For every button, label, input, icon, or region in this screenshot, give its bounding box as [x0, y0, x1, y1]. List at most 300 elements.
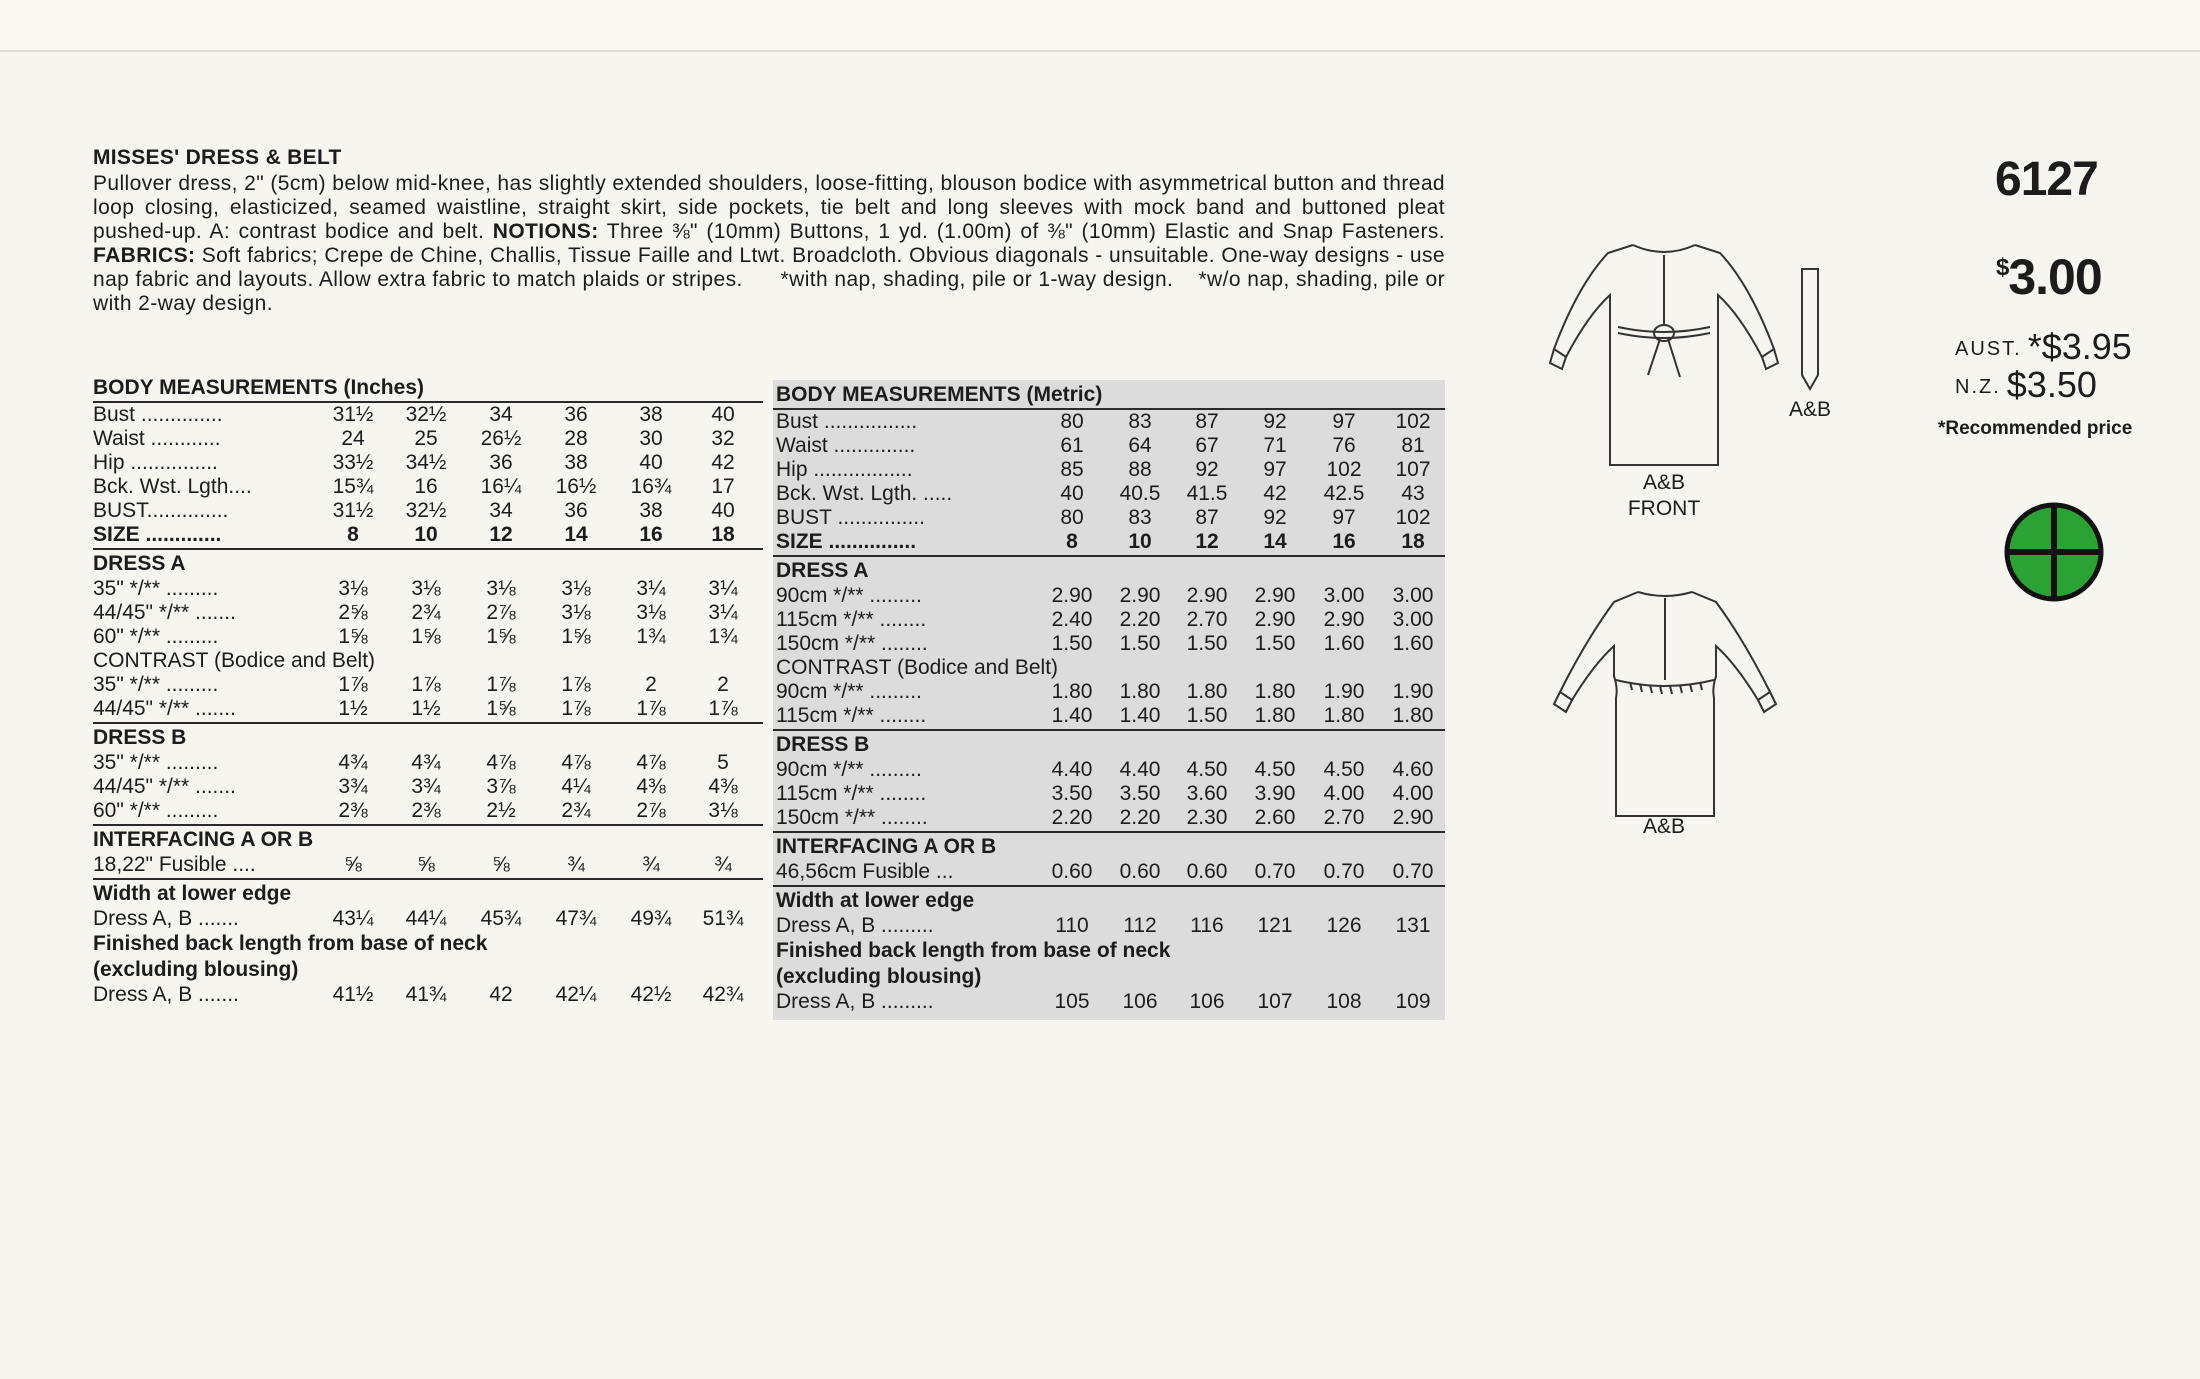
row-value: 43¼	[332, 907, 374, 930]
row-value: 107	[1395, 458, 1431, 481]
row-value: 1½	[411, 697, 441, 720]
table-row	[93, 403, 763, 427]
row-value: 4.60	[1392, 758, 1434, 781]
dress-front-illustration	[1548, 225, 1780, 475]
back-caption: A&B	[1642, 815, 1686, 838]
imperial-measurements-table	[93, 373, 763, 1007]
table-row	[93, 907, 763, 931]
row-value: 1⅞	[636, 697, 666, 720]
row-value: 92	[1195, 458, 1219, 481]
table-row	[773, 434, 1445, 458]
row-value: 1.80	[1254, 680, 1296, 703]
row-value: 1⅝	[486, 625, 516, 648]
row-value: 45¾	[480, 907, 522, 930]
row-value: 2.90	[1186, 584, 1228, 607]
row-value: 40	[711, 499, 735, 522]
row-label: Waist ..............	[776, 434, 916, 457]
row-value: 5	[717, 751, 729, 774]
row-label: 150cm */** ........	[776, 806, 928, 829]
row-value: 2.20	[1051, 806, 1093, 829]
table-header: BODY MEASUREMENTS (Metric)	[773, 380, 1445, 410]
row-value: 32½	[405, 403, 447, 426]
row-value: 41½	[332, 983, 374, 1006]
row-value: 3¼	[708, 577, 738, 600]
row-value: 3.50	[1051, 782, 1093, 805]
row-value: 4.00	[1392, 782, 1434, 805]
row-value: 3.90	[1254, 782, 1296, 805]
envelope-top-flap	[0, 0, 2200, 50]
row-value: 1.90	[1323, 680, 1365, 703]
table-row	[773, 914, 1445, 938]
row-value: 44¼	[405, 907, 447, 930]
row-label: Hip .................	[776, 458, 913, 481]
row-value: 1⅞	[561, 697, 591, 720]
row-label: Dress A, B .........	[776, 914, 934, 937]
row-value: 4¼	[561, 775, 591, 798]
row-value: 16¼	[480, 475, 522, 498]
aust-label: AUST.	[1955, 337, 2022, 360]
row-value: 51¾	[702, 907, 744, 930]
description-text: Pullover dress, 2" (5cm) below mid-knee, has slightly extended shoulders, loose-fitting, blouson bodice with asymmetrical button and thread loop closing, elasticized, seamed waistline, straight skirt, side pockets, tie belt and long sleeves with mock band and buttoned pleat pushed-up. A: contrast bodice and belt.	[93, 172, 1445, 243]
row-value: 34½	[405, 451, 447, 474]
front-caption-ab: A&B	[1642, 471, 1686, 494]
row-value: 1.80	[1051, 680, 1093, 703]
row-value: 121	[1257, 914, 1293, 937]
price-value: 3.00	[2008, 249, 2102, 305]
row-value: 32	[711, 427, 735, 450]
row-value: 105	[1054, 990, 1090, 1013]
row-value: 106	[1189, 990, 1225, 1013]
row-label: Hip ...............	[93, 451, 218, 474]
table-row	[773, 482, 1445, 506]
table-row	[773, 758, 1445, 782]
row-value: 3⅛	[338, 577, 368, 600]
row-value: 2.70	[1186, 608, 1228, 631]
nz-price-line	[1955, 364, 2097, 406]
row-value: 1.40	[1119, 704, 1161, 727]
row-value: ¾	[642, 853, 660, 876]
row-value: 4.40	[1051, 758, 1093, 781]
row-value: 12	[1195, 530, 1219, 553]
dress-a-title: DRESS A	[93, 552, 186, 575]
row-label: 60" */** .........	[93, 625, 219, 648]
table-row	[93, 673, 763, 697]
row-value: 40	[639, 451, 663, 474]
row-value: 42¾	[702, 983, 744, 1006]
row-value: 2⅜	[411, 799, 441, 822]
row-value: 3⅛	[636, 601, 666, 624]
row-value: 1.80	[1186, 680, 1228, 703]
fabrics-text: Soft fabrics; Crepe de Chine, Challis, Tissue Faille and Ltwt. Broadcloth. Obvious diagonals - unsuitable. One-way designs - use nap fabric and layouts. Allow extra fabric to match plaids or stripes.	[93, 244, 1445, 291]
table-row	[773, 990, 1445, 1014]
row-value: 12	[489, 523, 513, 546]
row-value: 18	[1401, 530, 1425, 553]
row-label: Dress A, B .......	[93, 983, 239, 1006]
row-value: 43	[1401, 482, 1425, 505]
row-value: 2½	[486, 799, 516, 822]
row-value: 34	[489, 499, 513, 522]
row-value: 3.00	[1392, 584, 1434, 607]
row-label: 46,56cm Fusible ...	[776, 860, 954, 883]
row-value: 8	[347, 523, 359, 546]
row-value: 42	[1263, 482, 1287, 505]
row-value: 2.90	[1254, 584, 1296, 607]
row-value: 3⅛	[561, 577, 591, 600]
width-title: Width at lower edge	[93, 882, 292, 905]
dress-back-illustration	[1550, 580, 1780, 820]
finished-length-title: Finished back length from base of neck	[93, 932, 488, 955]
row-value: 1⅞	[561, 673, 591, 696]
row-value: 30	[639, 427, 663, 450]
price	[1996, 248, 2102, 306]
table-row	[93, 451, 763, 475]
row-value: 18	[711, 523, 735, 546]
row-label: Dress A, B .......	[93, 907, 239, 930]
row-value: 3.50	[1119, 782, 1161, 805]
row-value: 1.50	[1186, 632, 1228, 655]
row-value: 110	[1055, 914, 1089, 937]
row-value: 38	[564, 451, 588, 474]
row-value: 2	[717, 673, 729, 696]
row-value: 3⅛	[411, 577, 441, 600]
row-label: SIZE ...............	[776, 530, 917, 553]
table-row	[773, 458, 1445, 482]
row-label: BUST ...............	[776, 506, 925, 529]
row-value: 1⅞	[411, 673, 441, 696]
row-value: 2.70	[1323, 806, 1365, 829]
row-label: Dress A, B .........	[776, 990, 934, 1013]
row-value: 1¾	[708, 625, 738, 648]
row-value: 2	[645, 673, 657, 696]
row-value: 40.5	[1119, 482, 1161, 505]
row-label: 115cm */** ........	[776, 782, 927, 805]
pattern-title: MISSES' DRESS & BELT	[93, 146, 342, 169]
row-value: 2¾	[411, 601, 441, 624]
row-value: 0.70	[1254, 860, 1296, 883]
contrast-title: CONTRAST (Bodice and Belt)	[93, 649, 376, 672]
row-value: 4⅞	[486, 751, 516, 774]
row-label: Bck. Wst. Lgth....	[93, 475, 252, 498]
row-value: 116	[1190, 914, 1224, 937]
row-value: 3¼	[636, 577, 666, 600]
table-row	[93, 427, 763, 451]
pattern-description	[93, 172, 1445, 316]
row-value: 15¾	[332, 475, 374, 498]
row-value: 3⅞	[486, 775, 516, 798]
row-value: 31½	[332, 403, 374, 426]
row-label: 35" */** .........	[93, 673, 219, 696]
row-value: 1⅞	[338, 673, 368, 696]
row-value: 38	[639, 403, 663, 426]
row-value: 33½	[332, 451, 374, 474]
recommended-note: *Recommended price	[1938, 418, 2133, 439]
row-value: 3.00	[1323, 584, 1365, 607]
row-value: 83	[1128, 506, 1152, 529]
row-value: 2.90	[1323, 608, 1365, 631]
row-value: 1.50	[1119, 632, 1161, 655]
row-value: ⅝	[492, 853, 510, 876]
row-value: 0.60	[1051, 860, 1093, 883]
row-value: 1.90	[1392, 680, 1434, 703]
metric-measurements-table	[773, 380, 1445, 1020]
row-value: 71	[1263, 434, 1287, 457]
row-value: 1.80	[1119, 680, 1161, 703]
row-value: 10	[414, 523, 438, 546]
row-value: 2⅞	[636, 799, 666, 822]
row-value: 1½	[338, 697, 368, 720]
row-value: 76	[1332, 434, 1356, 457]
row-value: 2.90	[1051, 584, 1093, 607]
envelope-fold-line	[0, 50, 2200, 52]
row-value: 4.50	[1186, 758, 1228, 781]
notions-text: Three ⅜" (10mm) Buttons, 1 yd. (1.00m) of ⅜" (10mm) Elastic and Snap Fasteners.	[606, 220, 1445, 243]
row-label: Bust ................	[776, 410, 918, 433]
no-nap-note: *w/o nap, shading, pile or with 2-way design.	[93, 268, 1445, 315]
row-value: 2.90	[1254, 608, 1296, 631]
row-label: 115cm */** ........	[776, 608, 927, 631]
row-label: 115cm */** ........	[776, 704, 927, 727]
row-value: 28	[564, 427, 588, 450]
table-row	[93, 799, 763, 823]
row-value: 16¾	[630, 475, 672, 498]
row-value: 32½	[405, 499, 447, 522]
row-value: 2⅜	[338, 799, 368, 822]
dress-b-title: DRESS B	[93, 726, 187, 749]
row-value: 85	[1060, 458, 1084, 481]
row-value: 36	[489, 451, 513, 474]
table-row	[773, 608, 1445, 632]
row-value: 2⅞	[486, 601, 516, 624]
row-value: ⅝	[344, 853, 362, 876]
row-value: 41¾	[405, 983, 447, 1006]
table-row	[773, 410, 1445, 434]
row-value: 1⅝	[486, 697, 516, 720]
table-row	[773, 584, 1445, 608]
row-value: 42.5	[1323, 482, 1365, 505]
row-label: 44/45" */** .......	[93, 697, 236, 720]
row-value: 2.40	[1051, 608, 1093, 631]
row-value: 47¾	[555, 907, 597, 930]
row-value: ⅝	[417, 853, 435, 876]
dress-b-title: DRESS B	[776, 733, 870, 756]
finished-length-subtitle: (excluding blousing)	[93, 958, 299, 981]
row-value: 2.90	[1392, 806, 1434, 829]
row-label: 90cm */** .........	[776, 680, 922, 703]
table-row	[93, 775, 763, 799]
table-row	[93, 475, 763, 499]
row-value: 1.80	[1323, 704, 1365, 727]
row-value: 2.90	[1119, 584, 1161, 607]
row-value: 61	[1060, 434, 1084, 457]
row-value: 49¾	[630, 907, 672, 930]
row-value: 3⅛	[708, 799, 738, 822]
row-value: 31½	[332, 499, 374, 522]
table-row	[93, 697, 763, 721]
row-value: 41.5	[1186, 482, 1228, 505]
table-header: BODY MEASUREMENTS (Inches)	[93, 373, 763, 403]
row-value: 97	[1332, 410, 1356, 433]
row-value: 2.20	[1119, 806, 1161, 829]
row-value: 2.60	[1254, 806, 1296, 829]
row-value: 67	[1195, 434, 1219, 457]
row-value: 26½	[480, 427, 522, 450]
row-value: 14	[1263, 530, 1287, 553]
row-value: ¾	[567, 853, 585, 876]
row-value: 16½	[555, 475, 597, 498]
dress-a-title: DRESS A	[776, 559, 869, 582]
table-row	[93, 625, 763, 649]
row-value: 42	[489, 983, 513, 1006]
table-row	[93, 523, 763, 547]
aust-price-line	[1955, 326, 2132, 368]
row-value: 36	[564, 403, 588, 426]
table-row	[93, 751, 763, 775]
row-value: 3¾	[338, 775, 368, 798]
table-row	[773, 704, 1445, 728]
row-value: 3⅛	[561, 601, 591, 624]
row-value: 16	[639, 523, 663, 546]
row-value: 1.50	[1186, 704, 1228, 727]
row-value: 0.70	[1323, 860, 1365, 883]
row-value: 36	[564, 499, 588, 522]
row-value: 97	[1263, 458, 1287, 481]
row-label: BUST..............	[93, 499, 229, 522]
table-row	[773, 632, 1445, 656]
row-value: 131	[1395, 914, 1431, 937]
row-value: 0.70	[1392, 860, 1434, 883]
row-value: 42½	[630, 983, 672, 1006]
row-value: 1⅝	[411, 625, 441, 648]
row-value: 126	[1326, 914, 1362, 937]
row-value: 3¼	[708, 601, 738, 624]
row-value: 102	[1395, 410, 1431, 433]
row-label: SIZE .............	[93, 523, 222, 546]
row-value: 81	[1401, 434, 1425, 457]
row-value: 106	[1122, 990, 1158, 1013]
row-label: 44/45" */** .......	[93, 601, 236, 624]
row-label: 90cm */** .........	[776, 758, 922, 781]
row-value: 4¾	[338, 751, 368, 774]
nz-label: N.Z.	[1955, 375, 2001, 398]
row-value: 2⅝	[338, 601, 368, 624]
row-value: 8	[1066, 530, 1078, 553]
row-value: 87	[1195, 410, 1219, 433]
row-label: 18,22" Fusible ....	[93, 853, 256, 876]
row-value: 1.40	[1051, 704, 1093, 727]
finished-length-subtitle: (excluding blousing)	[776, 965, 982, 988]
row-value: ¾	[714, 853, 732, 876]
row-value: 4.50	[1323, 758, 1365, 781]
price-symbol: $	[1996, 254, 2009, 281]
fabrics-label: FABRICS:	[93, 244, 196, 267]
table-row	[93, 499, 763, 523]
row-value: 1⅝	[561, 625, 591, 648]
table-row	[773, 680, 1445, 704]
row-label: Bck. Wst. Lgth. .....	[776, 482, 953, 505]
row-value: 80	[1060, 506, 1084, 529]
table-row	[773, 806, 1445, 830]
row-value: 40	[711, 403, 735, 426]
row-value: 4⅜	[636, 775, 666, 798]
row-value: 3⅛	[486, 577, 516, 600]
row-value: 14	[564, 523, 588, 546]
belt-illustration	[1790, 265, 1830, 395]
row-value: 16	[414, 475, 438, 498]
row-value: 42	[711, 451, 735, 474]
table-row	[773, 782, 1445, 806]
row-value: 24	[341, 427, 365, 450]
row-value: 17	[711, 475, 735, 498]
row-value: 92	[1263, 506, 1287, 529]
finished-length-title: Finished back length from base of neck	[776, 939, 1171, 962]
row-value: 109	[1395, 990, 1431, 1013]
contrast-title: CONTRAST (Bodice and Belt)	[776, 656, 1059, 679]
row-value: 4⅞	[636, 751, 666, 774]
row-value: 4.40	[1119, 758, 1161, 781]
row-value: 10	[1128, 530, 1152, 553]
nz-price: $3.50	[2006, 364, 2097, 405]
row-value: 3¾	[411, 775, 441, 798]
pattern-number: 6127	[1995, 153, 2098, 206]
row-value: 1¾	[636, 625, 666, 648]
row-value: 38	[639, 499, 663, 522]
aust-price: *$3.95	[2027, 326, 2132, 367]
row-label: Bust ..............	[93, 403, 223, 426]
row-value: 80	[1060, 410, 1084, 433]
row-label: 44/45" */** .......	[93, 775, 236, 798]
row-value: 1⅞	[486, 673, 516, 696]
row-value: 1.80	[1254, 704, 1296, 727]
table-row	[93, 983, 763, 1007]
nap-note: *with nap, shading, pile or 1-way design.	[780, 268, 1174, 291]
row-value: 2.20	[1119, 608, 1161, 631]
row-value: 1.80	[1392, 704, 1434, 727]
row-value: 2¾	[561, 799, 591, 822]
row-label: 60" */** .........	[93, 799, 219, 822]
row-value: 3.60	[1186, 782, 1228, 805]
row-value: 4.00	[1323, 782, 1365, 805]
row-value: 40	[1060, 482, 1084, 505]
row-value: 97	[1332, 506, 1356, 529]
interfacing-title: INTERFACING A OR B	[776, 835, 997, 858]
table-row	[773, 506, 1445, 530]
green-cross-badge-icon	[2004, 502, 2104, 602]
belt-caption: A&B	[1788, 398, 1832, 421]
row-value: 34	[489, 403, 513, 426]
row-value: 25	[414, 427, 438, 450]
row-value: 108	[1326, 990, 1362, 1013]
row-value: 4¾	[411, 751, 441, 774]
notions-label: NOTIONS:	[492, 220, 599, 243]
row-value: 4⅜	[708, 775, 738, 798]
row-value: 92	[1263, 410, 1287, 433]
row-value: 4.50	[1254, 758, 1296, 781]
row-value: 88	[1128, 458, 1152, 481]
row-value: 1⅞	[708, 697, 738, 720]
row-value: 0.60	[1119, 860, 1161, 883]
row-value: 64	[1128, 434, 1152, 457]
row-value: 102	[1395, 506, 1431, 529]
row-value: 1.50	[1051, 632, 1093, 655]
row-value: 2.30	[1186, 806, 1228, 829]
row-value: 1⅝	[338, 625, 368, 648]
row-value: 3.00	[1392, 608, 1434, 631]
row-label: 90cm */** .........	[776, 584, 922, 607]
row-value: 107	[1257, 990, 1293, 1013]
row-value: 87	[1195, 506, 1219, 529]
row-value: 0.60	[1186, 860, 1228, 883]
row-label: 35" */** .........	[93, 751, 219, 774]
